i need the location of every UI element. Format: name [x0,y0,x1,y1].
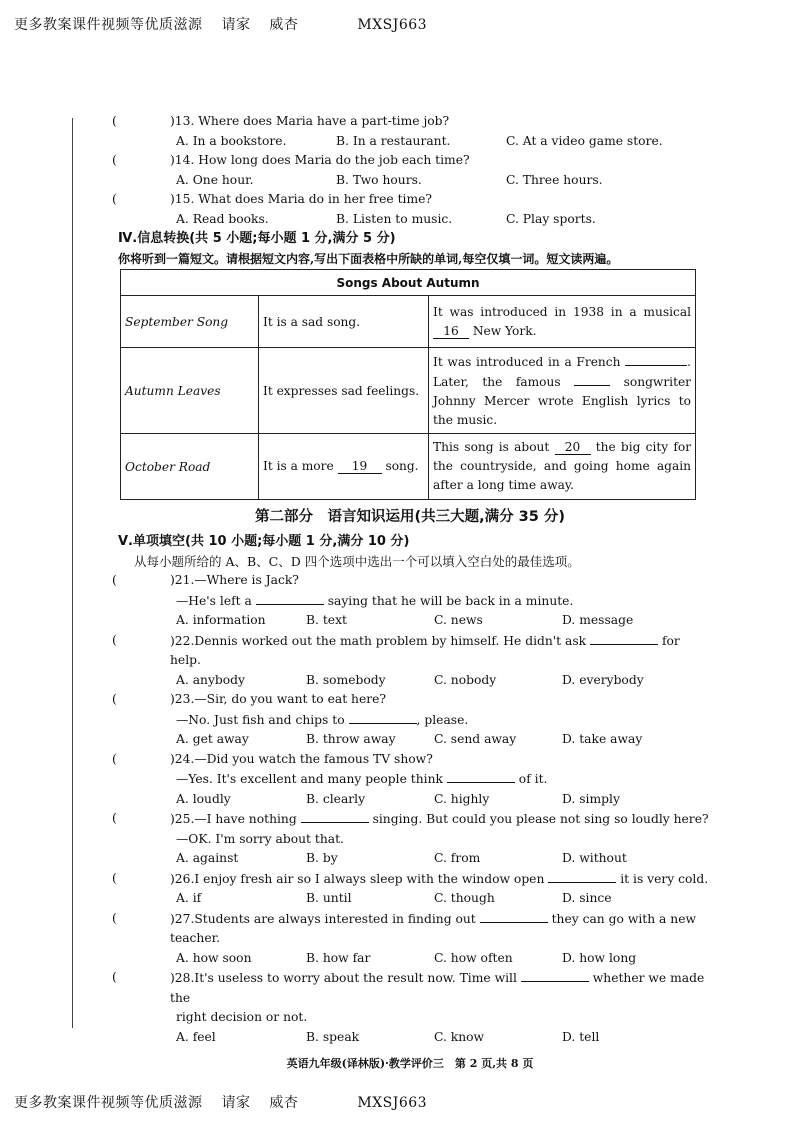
question-stem: It's useless to worry about the result now. Time will [194,971,517,985]
binding-margin-line [72,118,73,1028]
song-info [429,434,696,500]
option: B. how far [306,950,371,965]
bottom-banner [14,1092,441,1112]
option: B. Two hours. [336,172,422,187]
info-text: Later, the famous [433,374,561,389]
option: A. if [176,891,202,905]
question-stem: , please. [416,712,469,727]
question-stem: I enjoy fresh air so I always sleep with the window open [194,871,545,886]
option: C. how often [434,950,513,965]
mc-question [110,869,710,909]
question-stem: Dennis worked out the math problem by himself. He didn't ask [194,633,587,648]
question-stem: saying that he will be back in a minute. [327,593,574,608]
option: B. somebody [306,672,386,687]
question-stem: —Sir, do you want to eat here? [194,692,387,706]
section4-instruction: 你将听到一篇短文。请根据短文内容,写出下面表格中所缺的单词,每空仅填一词。短文读两遍。 [118,252,619,266]
answer-blank[interactable] [480,909,548,923]
song-name: October Road [121,434,259,500]
banner-text: 请家 [221,1095,251,1111]
question-stem: Where does Maria have a part-time job? [198,114,450,128]
option: D. tell [562,1029,600,1044]
song-desc: It expresses sad feelings. [259,348,429,434]
question-stem: for help. [170,633,680,667]
option: B. In a restaurant. [336,133,451,148]
banner-text: 威杏 [269,17,299,33]
option: D. message [562,613,634,627]
song-name: Autumn Leaves [121,348,259,434]
banner-code: MXSJ663 [357,1095,428,1111]
option: C. highly [434,791,490,806]
question-stem: —OK. I'm sorry about that. [176,831,344,846]
question-stem: —Yes. It's excellent and many people think [176,772,443,786]
song-info: It was introduced in a French . Later, the famous songwriter Johnny Mercer wrote English lyrics to the music. [429,348,696,434]
question-stem: How long does Maria do the job each time? [198,153,470,167]
info-text: the big city for the countryside, and going home again after a long time away. [433,440,692,492]
option: D. take away [562,732,643,746]
option: B. clearly [306,791,366,806]
table-title: Songs About Autumn [121,270,696,296]
question-number: )28. [170,971,195,985]
question-stem: right decision or not. [176,1010,308,1024]
question-number: )14. [170,153,195,167]
option: C. news [434,613,483,627]
option: A. feel [176,1029,216,1044]
table-row [121,434,696,500]
answer-paren: ( [112,114,117,128]
answer-blank[interactable] [521,968,589,982]
mc-question [110,690,710,750]
info-text: It was introduced in a French [433,354,621,369]
song-info [429,296,696,348]
top-banner [14,14,441,34]
option: B. text [306,613,347,627]
answer-blank[interactable]: 20 [555,441,591,455]
answer-blank[interactable] [256,591,324,605]
answer-blank[interactable] [349,710,417,724]
section3-question [110,151,710,190]
option: C. Play sports. [506,211,596,226]
option: A. loudly [176,791,231,806]
option: A. information [176,613,266,627]
answer-blank[interactable] [447,769,515,783]
option: D. without [562,851,627,865]
part2-title: 第二部分 语言知识运用(共三大题,满分 35 分) [254,509,566,525]
song-name: September Song [121,296,259,348]
question-number: )13. [170,114,195,128]
option: C. know [434,1029,485,1044]
question-number: )21. [170,573,195,587]
option: C. At a video game store. [506,133,663,148]
desc-text: It is a more [263,459,334,473]
song-desc: It is a sad song. [259,296,429,348]
option: A. In a bookstore. [176,133,287,148]
page-footer: 英语九年级(译林版)·教学评价三 第 2 页,共 8 页 [286,1057,534,1070]
option: D. how long [562,950,637,965]
info-text: songwriter Johnny Mercer wrote English lyrics to the music. [433,374,692,427]
banner-text: 请家 [221,17,251,33]
question-number: )15. [170,192,195,206]
banner-text: 威杏 [269,1095,299,1111]
answer-paren: ( [112,910,117,925]
option: A. against [176,851,239,865]
mc-question [110,968,710,1047]
option: A. how soon [176,950,252,965]
option: A. One hour. [176,172,254,187]
question-number: )24. [170,751,195,766]
question-number: )22. [170,633,195,648]
question-stem: singing. But could you please not sing so loudly here? [372,812,709,826]
answer-blank[interactable]: 16 [433,325,469,339]
question-stem: What does Maria do in her free time? [198,192,432,206]
option: C. from [434,851,481,865]
answer-blank[interactable]: 19 [338,460,382,474]
desc-text: song. [385,459,419,473]
info-text: New York. [472,323,537,338]
option: C. send away [434,732,517,746]
answer-paren: ( [112,153,117,167]
question-stem: —He's left a [176,593,252,608]
question-stem: they can go with a new teacher. [170,911,697,945]
answer-blank[interactable] [548,869,616,883]
question-stem: it is very cold. [620,871,709,886]
question-stem: —Where is Jack? [194,573,299,587]
question-stem: —I have nothing [194,812,297,826]
answer-paren: ( [112,573,117,587]
section5-title: Ⅴ.单项填空(共 10 小题;每小题 1 分,满分 10 分) [118,534,410,549]
info-text: This song is about [433,440,550,454]
mc-question [110,909,710,969]
answer-blank[interactable] [574,372,610,386]
answer-paren: ( [112,692,117,706]
option: D. everybody [562,672,644,687]
banner-text: 更多教案课件视频等优质滋源 [14,1095,203,1111]
table-row [121,296,696,348]
exam-page-content [110,112,710,1071]
question-number: )27. [170,911,195,926]
section3-question [110,112,710,151]
option: C. nobody [434,672,497,687]
option: D. simply [562,791,620,806]
answer-blank[interactable] [301,809,369,823]
answer-blank[interactable] [590,631,658,645]
option: A. get away [176,732,249,746]
question-number: )26. [170,871,195,886]
option: C. though [434,891,495,905]
banner-text: 更多教案课件视频等优质滋源 [14,17,203,33]
answer-paren: ( [112,870,117,885]
section4-title: Ⅳ.信息转换(共 5 小题;每小题 1 分,满分 5 分) [118,231,396,246]
option: B. until [306,891,352,905]
answer-paren: ( [112,811,117,825]
option: B. speak [306,1029,360,1044]
answer-paren: ( [112,632,117,647]
answer-paren: ( [112,970,117,984]
option: B. throw away [306,732,396,746]
question-stem: Students are always interested in finding out [194,911,476,926]
mc-question [110,809,710,869]
banner-code: MXSJ663 [357,17,428,33]
question-stem: —No. Just fish and chips to [176,712,345,727]
question-stem: whether we made the [170,971,705,1005]
song-desc [259,434,429,500]
mc-question [110,750,710,810]
option: B. Listen to music. [336,211,453,226]
mc-question [110,631,710,691]
section5-instruction: 从每小题所给的 A、B、C、D 四个选项中选出一个可以填入空白处的最佳选项。 [134,554,580,569]
option: A. anybody [176,672,245,687]
option: C. Three hours. [506,172,603,187]
option: B. by [306,851,338,865]
mc-question [110,571,710,631]
question-number: )25. [170,812,195,826]
info-text: It was introduced in 1938 in a musical [433,304,691,319]
answer-paren: ( [112,751,117,766]
option: D. since [562,891,612,905]
option: A. Read books. [176,211,269,226]
question-stem: —Did you watch the famous TV show? [194,751,433,766]
table-row [121,348,696,434]
answer-blank[interactable] [625,352,687,366]
songs-table [120,269,696,500]
answer-paren: ( [112,192,117,206]
section3-question [110,190,710,229]
question-number: )23. [170,692,195,706]
question-stem: of it. [518,772,548,786]
